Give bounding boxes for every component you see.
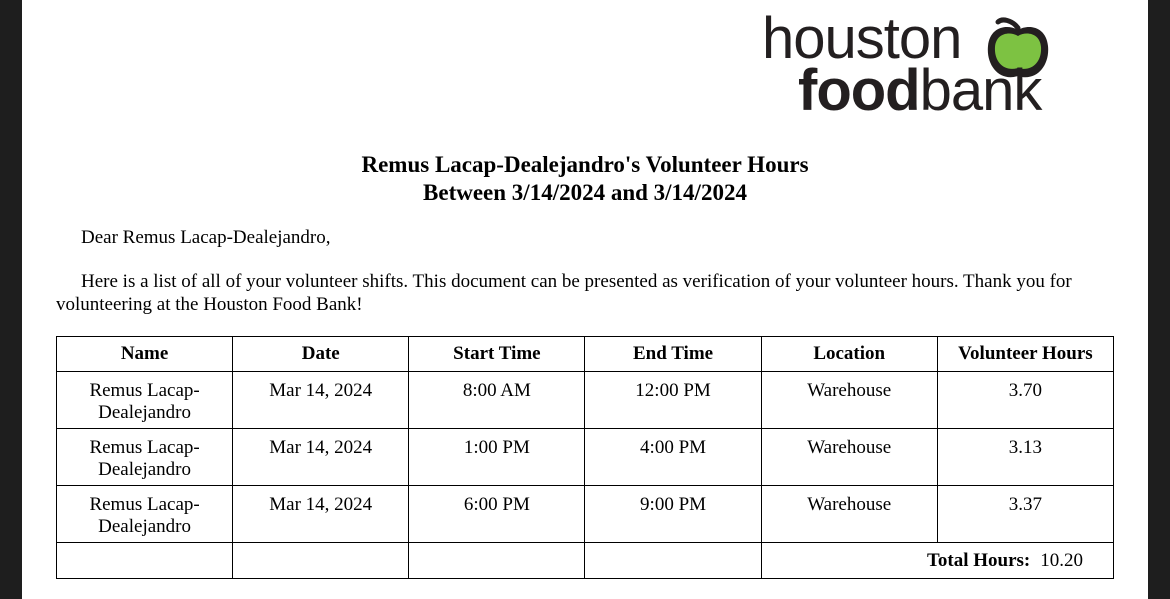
empty-cell xyxy=(57,543,233,579)
table-header-row xyxy=(57,337,1114,372)
cell-start-time: 8:00 AM xyxy=(409,372,585,429)
cell-date: Mar 14, 2024 xyxy=(233,429,409,486)
empty-cell xyxy=(585,543,761,579)
cell-location: Warehouse xyxy=(761,372,937,429)
header-name: Name xyxy=(57,337,233,372)
total-hours-cell xyxy=(761,543,1113,579)
cell-location: Warehouse xyxy=(761,486,937,543)
table-row xyxy=(57,486,1114,543)
total-hours-value: 10.20 xyxy=(1040,550,1083,571)
document-page xyxy=(22,0,1148,599)
header-volunteer-hours: Volunteer Hours xyxy=(937,337,1113,372)
empty-cell xyxy=(409,543,585,579)
houston-food-bank-logo xyxy=(762,6,1102,126)
logo-word-houston: houston xyxy=(762,6,962,71)
cell-end-time: 4:00 PM xyxy=(585,429,761,486)
cell-date: Mar 14, 2024 xyxy=(233,486,409,543)
cell-start-time: 1:00 PM xyxy=(409,429,585,486)
cell-name: Remus Lacap- Dealejandro xyxy=(57,429,233,486)
header-start-time: Start Time xyxy=(409,337,585,372)
cell-start-time: 6:00 PM xyxy=(409,486,585,543)
cell-end-time: 9:00 PM xyxy=(585,486,761,543)
cell-end-time: 12:00 PM xyxy=(585,372,761,429)
total-hours-label: Total Hours: xyxy=(926,550,1031,571)
cell-name: Remus Lacap- Dealejandro xyxy=(57,372,233,429)
table-row xyxy=(57,429,1114,486)
greeting: Dear Remus Lacap-Dealejandro, xyxy=(81,227,331,248)
cell-hours: 3.37 xyxy=(937,486,1113,543)
page-subtitle: Between 3/14/2024 and 3/14/2024 xyxy=(423,180,747,205)
total-row xyxy=(57,543,1114,579)
table-row xyxy=(57,372,1114,429)
logo-word-foodbank: foodbank xyxy=(798,58,1042,123)
header-location: Location xyxy=(761,337,937,372)
empty-cell xyxy=(233,543,409,579)
cell-hours: 3.70 xyxy=(937,372,1113,429)
intro-paragraph: Here is a list of all of your volunteer shifts. This document can be presented as verification of your volunteer hours. Thank you for volunteering at the Houston Food Bank! xyxy=(56,271,1072,315)
cell-name: Remus Lacap- Dealejandro xyxy=(57,486,233,543)
cell-hours: 3.13 xyxy=(937,429,1113,486)
header-date: Date xyxy=(233,337,409,372)
header-end-time: End Time xyxy=(585,337,761,372)
cell-location: Warehouse xyxy=(761,429,937,486)
page-title: Remus Lacap-Dealejandro's Volunteer Hours xyxy=(361,152,809,177)
cell-date: Mar 14, 2024 xyxy=(233,372,409,429)
volunteer-hours-table xyxy=(56,336,1114,579)
